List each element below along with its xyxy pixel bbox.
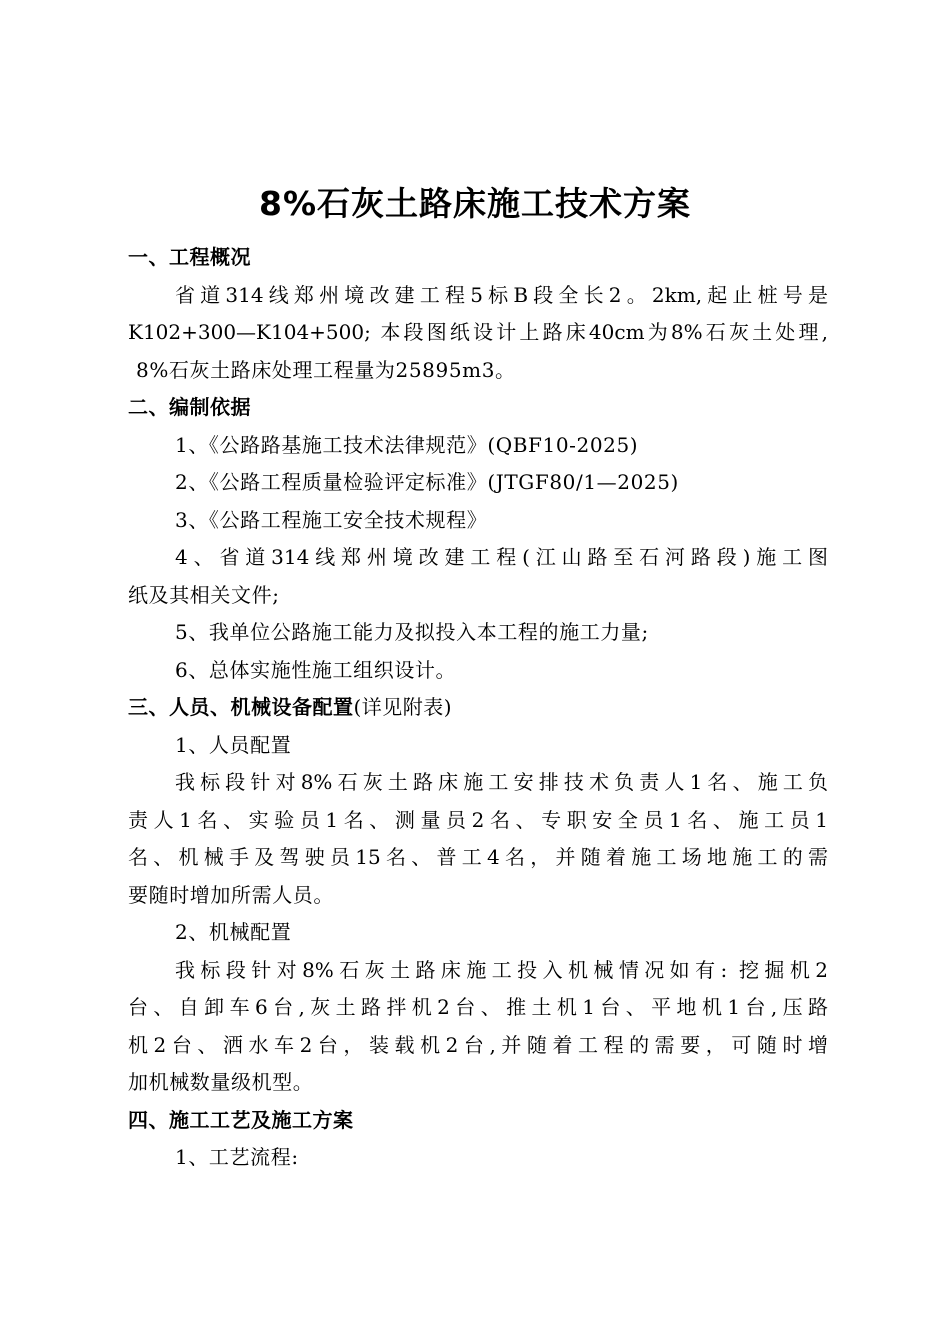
- section-heading-staffing: [128, 689, 828, 727]
- paragraph-line: 要随时增加所需人员。: [128, 882, 334, 907]
- list-item: 3、《公路工程施工安全技术规程》: [175, 507, 488, 532]
- list-item: 2、《公路工程质量检验评定标准》(JTGF80/1—2025): [175, 470, 679, 494]
- section-heading-text: 三、人员、机械设备配置: [128, 695, 354, 719]
- paragraph-line: 加机械数量级机型。: [128, 1070, 314, 1094]
- paragraph-line: 8%石灰土路床处理工程量为25895m3。: [136, 357, 516, 382]
- paragraph-line: 责人1名、实验员1名、测量员2名、专职安全员1名、施工员1: [128, 807, 828, 832]
- paragraph-line: K102+300—K104+500; 本段图纸设计上路床40cm为8%石灰土处理,: [128, 320, 828, 344]
- list-item: 5、我单位公路施工能力及拟投入本工程的施工力量;: [175, 620, 649, 644]
- document-body: [128, 239, 828, 1177]
- list-item: 6、总体实施性施工组织设计。: [175, 657, 457, 682]
- section-heading-overview: 一、工程概况: [128, 245, 251, 269]
- paragraph-line: 我标段针对8%石灰土路床施工安排技术负责人1名、施工负: [175, 770, 828, 794]
- paragraph-line: 机2台、洒水车2台，装载机2台,并随着工程的需要，可随时增: [128, 1032, 828, 1057]
- paragraph-line: 名、机械手及驾驶员15名、普工4名，并随着施工场地施工的需: [128, 845, 828, 869]
- section-heading-note: (详见附表): [353, 695, 453, 719]
- paragraph-line: 我标段针对8%石灰土路床施工投入机械情况如有: 挖掘机2: [175, 957, 828, 982]
- paragraph-line: 省道314线郑州境改建工程5标B段全长2。2km,起止桩号是: [175, 282, 828, 307]
- list-item-continuation: 纸及其相关文件;: [128, 582, 280, 607]
- section-heading-process: 四、施工工艺及施工方案: [128, 1107, 354, 1132]
- list-item: 4、省道314线郑州境改建工程(江山路至石河路段)施工图: [175, 545, 828, 569]
- subheading-machinery: 2、机械配置: [175, 920, 292, 944]
- list-item: 1、《公路路基施工技术法律规范》(QBF10-2025): [175, 432, 639, 457]
- subheading-workflow: 1、工艺流程:: [175, 1145, 299, 1169]
- document-title: 8%石灰土路床施工技术方案: [258, 184, 692, 223]
- paragraph-line: 台、自卸车6台,灰土路拌机2台、推土机1台、平地机1台,压路: [128, 995, 828, 1019]
- subheading-personnel: 1、人员配置: [175, 732, 292, 757]
- section-heading-basis: 二、编制依据: [128, 395, 251, 419]
